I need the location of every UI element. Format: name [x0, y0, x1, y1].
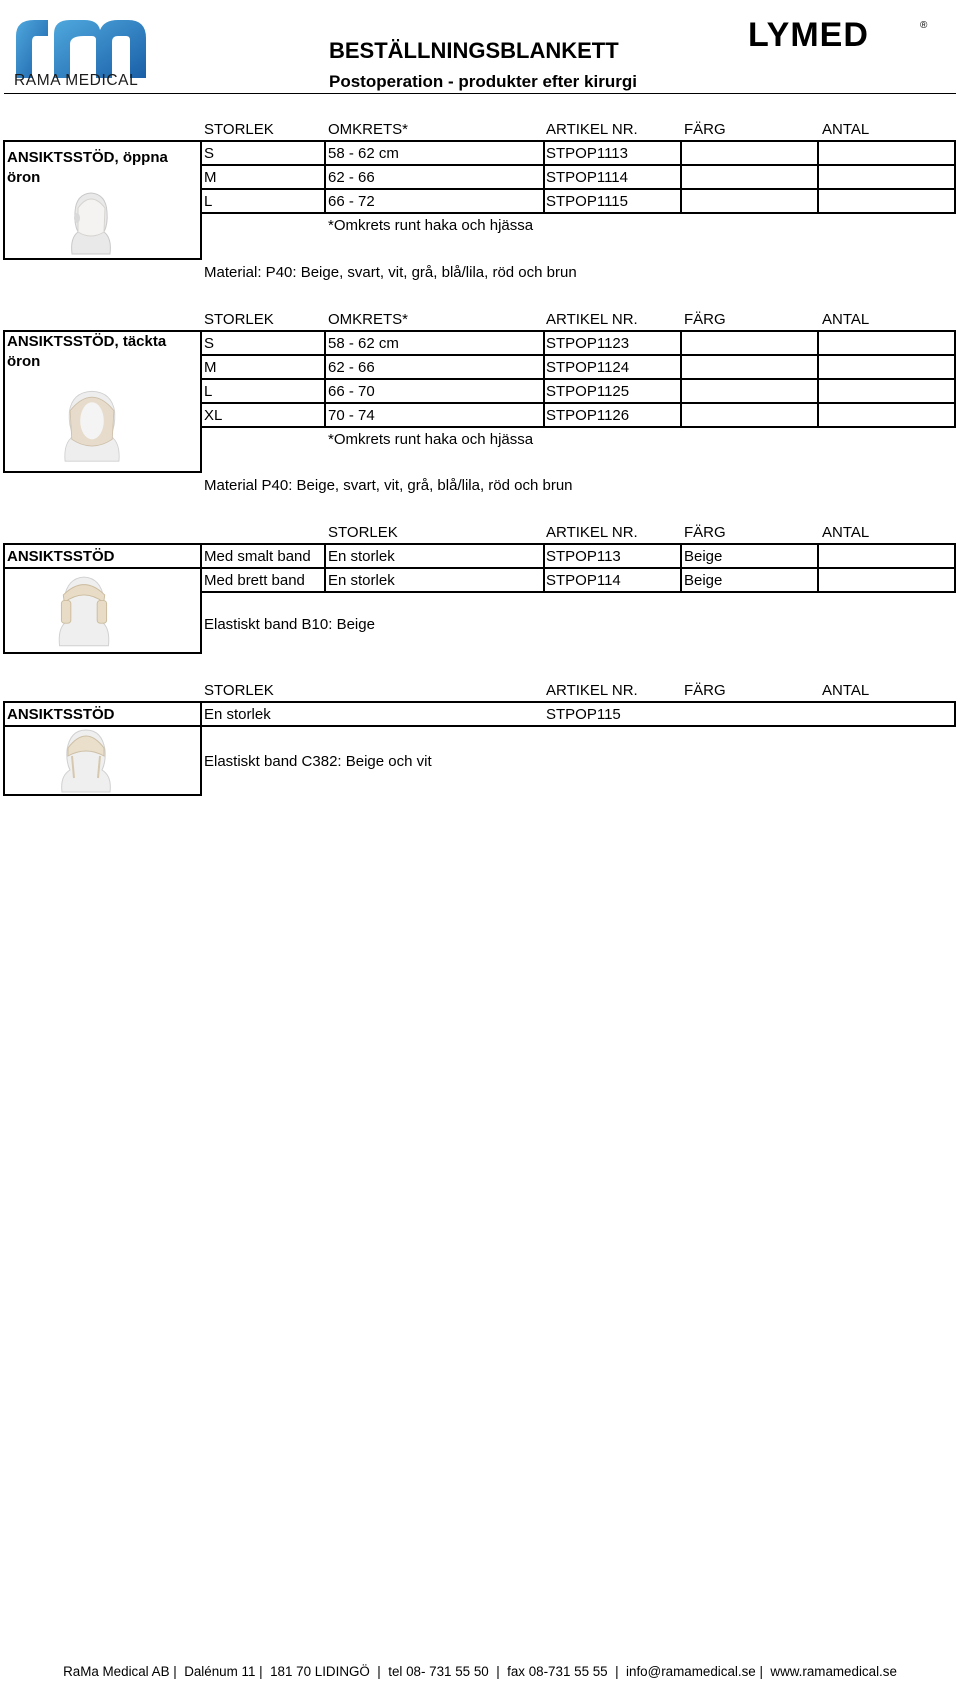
footer-separator: | — [259, 1664, 263, 1679]
col-header-artikel: ARTIKEL NR. — [546, 524, 638, 541]
col-header-artikel: ARTIKEL NR. — [546, 121, 638, 138]
product-name: ANSIKTSSTÖD — [7, 548, 115, 565]
col-header-artikel: ARTIKEL NR. — [546, 311, 638, 328]
cell-color: Beige — [684, 572, 723, 589]
footer-email[interactable]: info@ramamedical.se — [626, 1664, 756, 1679]
table-rule — [200, 567, 956, 569]
col-header-storlek: STORLEK — [328, 524, 398, 541]
footer-separator: | — [173, 1664, 177, 1679]
cell-circumference: 62 - 66 — [328, 359, 375, 376]
cell-article: STPOP1126 — [546, 407, 630, 424]
col-header-antal: ANTAL — [822, 311, 870, 328]
head-support-covered-ears-icon — [60, 380, 124, 470]
footer-street: Dalénum 11 — [184, 1664, 256, 1679]
footer-web[interactable]: www.ramamedical.se — [770, 1664, 897, 1679]
table-rule — [200, 402, 956, 404]
col-header-farg: FÄRG — [684, 121, 726, 138]
lymed-logo — [748, 16, 932, 50]
table-rule — [3, 567, 202, 569]
cell-size: En storlek — [328, 572, 395, 589]
table-rule — [680, 543, 682, 593]
cell-article: STPOP1114 — [546, 169, 628, 186]
col-header-antal: ANTAL — [822, 682, 870, 699]
footer-fax: fax 08-731 55 55 — [507, 1664, 608, 1679]
head-support-open-ears-icon — [58, 188, 122, 256]
cell-size: S — [204, 145, 215, 162]
footer — [0, 1664, 960, 1679]
cell-article: STPOP1113 — [546, 145, 628, 162]
page-subtitle: Postoperation - produkter efter kirurgi — [329, 72, 637, 91]
col-header-artikel: ARTIKEL NR. — [546, 682, 638, 699]
table-rule — [324, 140, 326, 214]
cell-article: STPOP1123 — [546, 335, 630, 352]
col-header-farg: FÄRG — [684, 682, 726, 699]
head-band-support-icon — [52, 570, 116, 650]
cell-size: M — [204, 359, 217, 376]
cell-article: STPOP1115 — [546, 193, 628, 210]
footer-separator: | — [615, 1664, 619, 1679]
table-rule — [200, 330, 956, 332]
table-rule — [200, 188, 956, 190]
product-name: ANSIKTSSTÖD, täckta öron — [7, 333, 167, 370]
table-rule — [680, 140, 682, 214]
table-rule — [680, 330, 682, 428]
material-text: Elastiskt band C382: Beige och vit — [204, 753, 432, 770]
table-rule — [200, 426, 956, 428]
table-rule — [954, 140, 956, 214]
table-rule — [954, 701, 956, 727]
cell-size: En storlek — [328, 548, 395, 565]
col-header-farg: FÄRG — [684, 524, 726, 541]
table-rule — [200, 591, 956, 593]
cell-article: STPOP113 — [546, 548, 621, 565]
cell-size: En storlek — [204, 706, 271, 723]
table-rule — [324, 543, 326, 593]
table-rule — [200, 140, 956, 142]
cell-circumference: 66 - 72 — [328, 193, 375, 210]
table-rule — [200, 543, 956, 545]
rama-medical-wordmark: RAMA MEDICAL — [14, 72, 139, 89]
cell-color: Beige — [684, 548, 723, 565]
col-header-omkrets: OMKRETS* — [328, 311, 409, 328]
head-cap-support-icon — [54, 726, 118, 794]
cell-circumference: 58 - 62 cm — [328, 145, 399, 162]
material-text: Material P40: Beige, svart, vit, grå, blå/lila, röd och brun — [204, 477, 573, 494]
cell-size: L — [204, 193, 213, 210]
product-name: ANSIKTSSTÖD — [7, 706, 115, 723]
cell-article: STPOP114 — [546, 572, 621, 589]
lymed-wordmark: LYMED — [748, 16, 869, 50]
table-rule — [200, 378, 956, 380]
cell-variant: Med smalt band — [204, 548, 311, 565]
cell-size: XL — [204, 407, 223, 424]
table-rule — [543, 543, 545, 593]
product-name: ANSIKTSSTÖD, öppna öron — [7, 149, 168, 186]
col-header-farg: FÄRG — [684, 311, 726, 328]
cell-circumference: 70 - 74 — [328, 407, 375, 424]
col-header-omkrets: OMKRETS* — [328, 121, 409, 138]
header-rule — [4, 93, 956, 94]
footer-separator: | — [496, 1664, 500, 1679]
footer-separator: | — [377, 1664, 381, 1679]
table-rule — [200, 725, 956, 727]
footnote: *Omkrets runt haka och hjässa — [328, 431, 534, 448]
table-rule — [817, 543, 819, 593]
cell-article: STPOP1125 — [546, 383, 630, 400]
footer-separator: | — [759, 1664, 763, 1679]
cell-size: M — [204, 169, 217, 186]
cell-article: STPOP115 — [546, 706, 621, 723]
table-rule — [817, 330, 819, 428]
cell-circumference: 62 - 66 — [328, 169, 375, 186]
table-rule — [543, 140, 545, 214]
cell-circumference: 58 - 62 cm — [328, 335, 399, 352]
footer-tel: tel 08- 731 55 50 — [388, 1664, 489, 1679]
table-rule — [954, 543, 956, 593]
footer-city: 181 70 LIDINGÖ — [270, 1664, 370, 1679]
table-rule — [200, 212, 956, 214]
table-rule — [543, 330, 545, 428]
cell-size: L — [204, 383, 213, 400]
table-rule — [200, 354, 956, 356]
material-text: Elastiskt band B10: Beige — [204, 616, 375, 633]
table-rule — [200, 164, 956, 166]
material-text: Material: P40: Beige, svart, vit, grå, blå/lila, röd och brun — [204, 264, 577, 281]
col-header-antal: ANTAL — [822, 121, 870, 138]
col-header-storlek: STORLEK — [204, 311, 274, 328]
col-header-storlek: STORLEK — [204, 121, 274, 138]
cell-variant: Med brett band — [204, 572, 305, 589]
lymed-wordmark-graphic — [748, 16, 932, 50]
cell-size: S — [204, 335, 215, 352]
cell-article: STPOP1124 — [546, 359, 630, 376]
footer-company: RaMa Medical AB — [63, 1664, 170, 1679]
page-title: BESTÄLLNINGSBLANKETT — [329, 38, 619, 63]
col-header-antal: ANTAL — [822, 524, 870, 541]
footnote: *Omkrets runt haka och hjässa — [328, 217, 534, 234]
col-header-storlek: STORLEK — [204, 682, 274, 699]
cell-circumference: 66 - 70 — [328, 383, 375, 400]
registered-mark: ® — [920, 20, 928, 31]
table-rule — [817, 140, 819, 214]
table-rule — [954, 330, 956, 428]
table-rule — [324, 330, 326, 428]
table-rule — [200, 701, 956, 703]
